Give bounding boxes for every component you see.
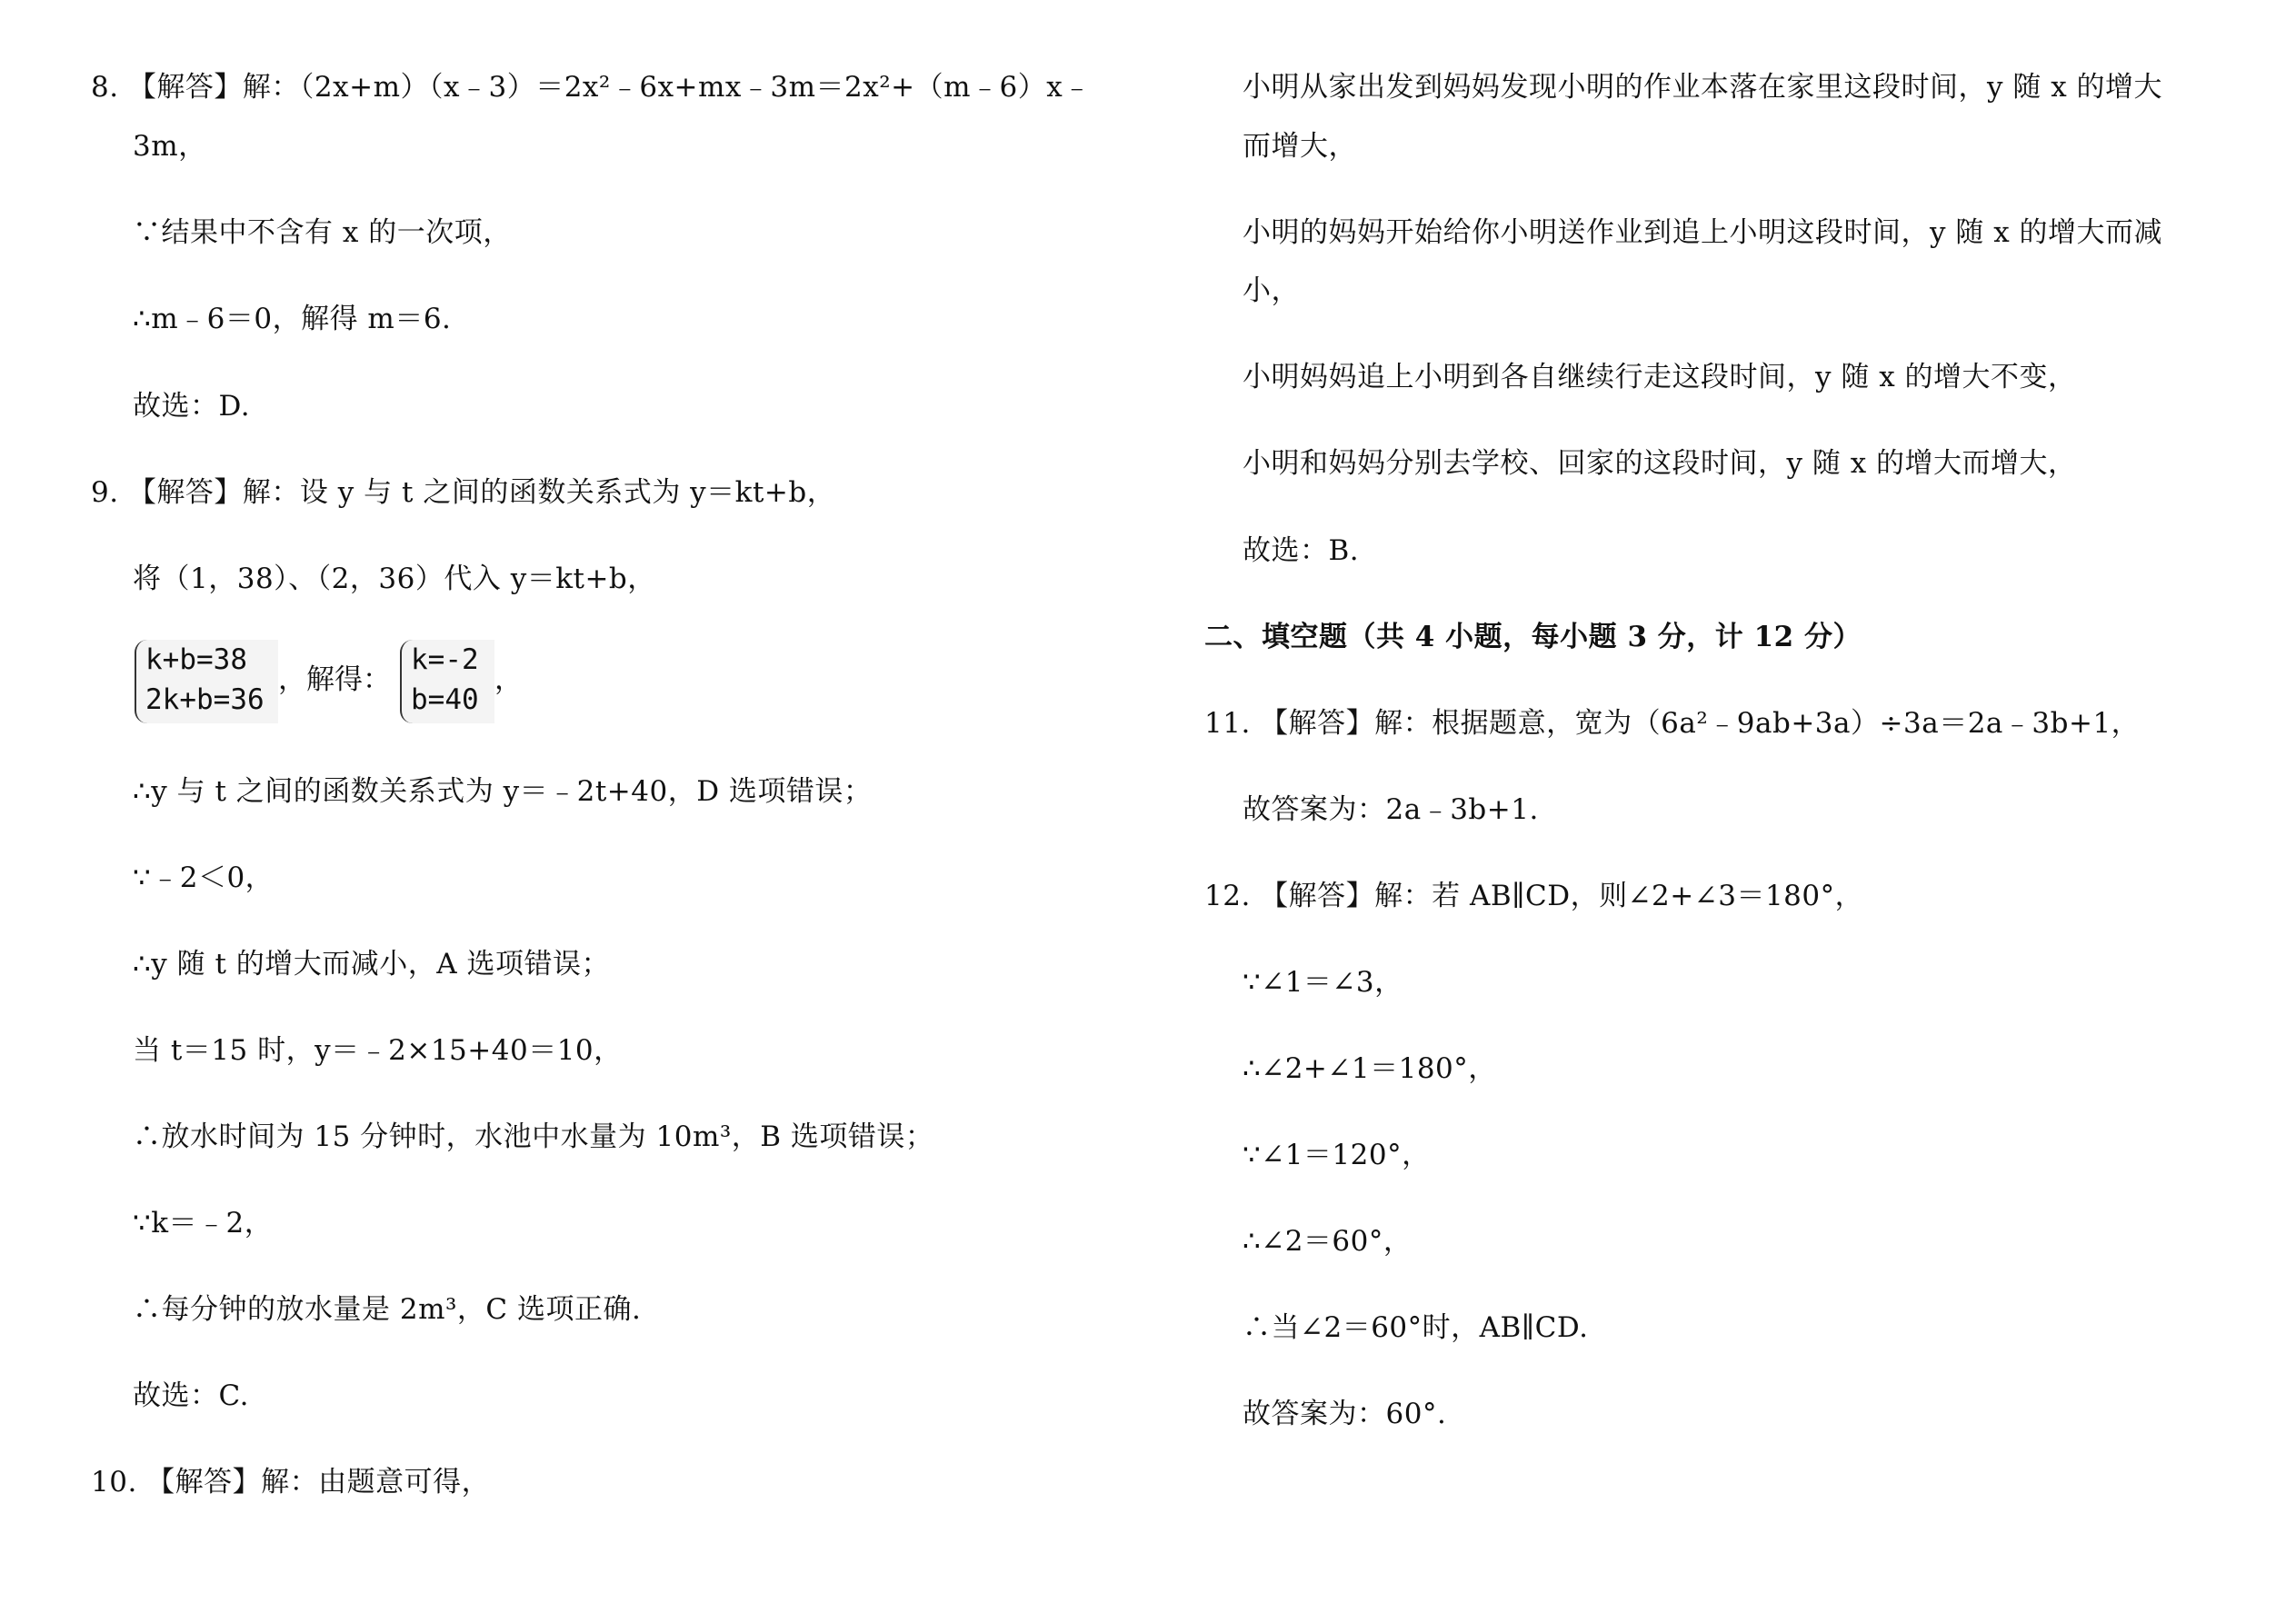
solve-label: ，解得： — [278, 663, 391, 696]
q10-line-4: 小明的妈妈开始给你小明送作业到追上小明这段时间，y 随 x 的增大而减 — [1243, 216, 2163, 249]
q9-line-5: ∵﹣2＜0， — [133, 861, 275, 894]
system2-eq-2: b=40 — [411, 683, 479, 716]
q12-line-2: ∵∠1＝∠3， — [1243, 966, 1403, 999]
system1-eq-2: 2k+b=36 — [145, 683, 265, 716]
q10-line-2: 小明从家出发到妈妈发现小明的作业本落在家里这段时间，y 随 x 的增大 — [1243, 71, 2163, 104]
q11-answer: 故答案为：2a﹣3b+1. — [1243, 793, 1539, 826]
q9-line-7: 当 t＝15 时，y＝﹣2×15+40＝10， — [133, 1034, 623, 1067]
q10-line-1: 10. 【解答】解：由题意可得， — [91, 1466, 491, 1499]
q9-line-4: ∴y 与 t 之间的函数关系式为 y＝﹣2t+40，D 选项错误； — [133, 775, 873, 808]
q12-line-3: ∴∠2+∠1＝180°， — [1243, 1052, 1497, 1085]
equation-system-1 — [135, 640, 278, 723]
q8-line-1: 8. 【解答】解：（2x+m）（x﹣3）＝2x²﹣6x+mx﹣3m＝2x²+（m﹣6）x﹣ — [91, 71, 1092, 104]
q8-line-3: ∵结果中不含有 x 的一次项， — [133, 216, 512, 249]
q11-line-1: 11. 【解答】解：根据题意，宽为（6a²﹣9ab+3a）÷3a＝2a﹣3b+1， — [1204, 707, 2141, 740]
q9-line-1: 9. 【解答】解：设 y 与 t 之间的函数关系式为 y＝kt+b， — [91, 476, 836, 509]
q10-line-6: 小明妈妈追上小明到各自继续行走这段时间，y 随 x 的增大不变， — [1243, 361, 2077, 393]
q12-line-5: ∴∠2＝60°， — [1243, 1225, 1413, 1258]
q10-answer: 故选：B. — [1243, 534, 1360, 567]
equation-system-2 — [400, 640, 494, 723]
system-end-mark: ， — [494, 663, 523, 696]
section-heading: 二、填空题（共 4 小题，每小题 3 分，计 12 分） — [1204, 621, 1862, 653]
q9-answer: 故选：C. — [133, 1379, 249, 1412]
q8-line-4: ∴m﹣6＝0，解得 m＝6. — [133, 303, 452, 335]
q10-line-3: 而增大， — [1243, 130, 1357, 163]
q10-line-5: 小， — [1243, 274, 1300, 307]
q9-line-2: 将（1，38）、（2，36）代入 y＝kt+b， — [133, 563, 656, 595]
system1-eq-1: k+b=38 — [145, 643, 247, 676]
q10-line-7: 小明和妈妈分别去学校、回家的这段时间，y 随 x 的增大而增大， — [1243, 447, 2077, 480]
q12-line-1: 12. 【解答】解：若 AB∥CD，则∠2+∠3＝180°， — [1204, 880, 1864, 912]
q9-line-8: ∴放水时间为 15 分钟时，水池中水量为 10m³，B 选项错误； — [133, 1120, 934, 1153]
q8-line-2: 3m， — [133, 130, 207, 163]
q9-line-6: ∴y 随 t 的增大而减小，A 选项错误； — [133, 948, 610, 981]
q9-line-9: ∵k＝﹣2， — [133, 1207, 274, 1240]
system2-eq-1: k=-2 — [411, 643, 479, 676]
q8-answer: 故选：D. — [133, 390, 251, 423]
q12-line-6: ∴当∠2＝60°时，AB∥CD. — [1243, 1311, 1589, 1344]
q12-answer: 故答案为：60°. — [1243, 1398, 1447, 1430]
q9-line-10: ∴每分钟的放水量是 2m³，C 选项正确. — [133, 1293, 642, 1326]
q12-line-4: ∵∠1＝120°， — [1243, 1139, 1431, 1171]
